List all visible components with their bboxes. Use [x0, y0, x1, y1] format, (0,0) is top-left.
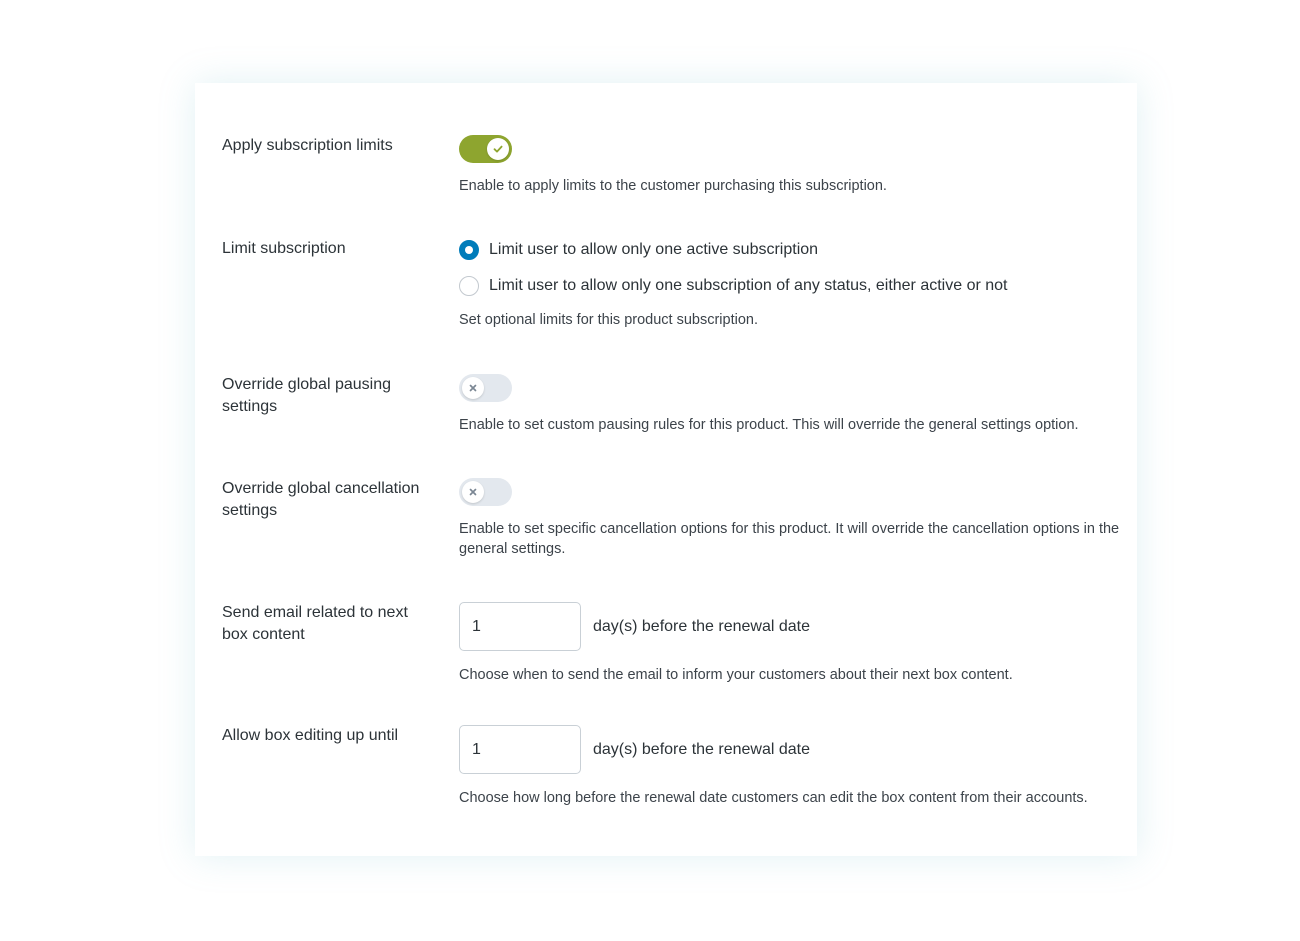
radio-button-unselected[interactable]	[459, 276, 479, 296]
allow-editing-label: Allow box editing up until	[222, 727, 399, 744]
allow-editing-days-input[interactable]	[459, 725, 581, 774]
send-email-suffix: day(s) before the renewal date	[593, 617, 811, 635]
apply-limits-field	[459, 135, 1129, 196]
allow-editing-field	[459, 725, 1129, 808]
settings-card	[195, 83, 1137, 856]
override-cancellation-label: Override global cancellation settings	[222, 480, 420, 519]
override-cancellation-toggle[interactable]	[459, 478, 512, 506]
radio-button-selected[interactable]	[459, 240, 479, 260]
limit-subscription-field	[459, 232, 1129, 330]
override-cancellation-description: Enable to set specific cancellation options for this product. It will override the cancellation options in the general settings.	[459, 521, 1120, 557]
apply-limits-description: Enable to apply limits to the customer purchasing this subscription.	[459, 178, 887, 194]
limit-subscription-label: Limit subscription	[222, 240, 346, 257]
check-icon	[487, 138, 509, 160]
limit-option-any-status[interactable]	[459, 268, 1129, 304]
override-cancellation-field	[459, 478, 1129, 559]
send-email-label: Send email related to next box content	[222, 604, 408, 643]
allow-editing-description: Choose how long before the renewal date customers can edit the box content from their accounts.	[459, 790, 1088, 806]
allow-editing-suffix: day(s) before the renewal date	[593, 740, 811, 758]
override-pausing-label: Override global pausing settings	[222, 376, 391, 415]
x-icon	[462, 377, 484, 399]
send-email-description: Choose when to send the email to inform your customers about their next box content.	[459, 667, 1013, 683]
send-email-input-row	[459, 602, 1129, 651]
limit-option-active[interactable]	[459, 232, 1129, 268]
apply-limits-toggle[interactable]	[459, 135, 512, 163]
limit-option-any-status-label: Limit user to allow only one subscription of any status, either active or not	[489, 277, 1008, 294]
override-pausing-field	[459, 374, 1129, 435]
send-email-field	[459, 602, 1129, 685]
send-email-days-input[interactable]	[459, 602, 581, 651]
override-pausing-toggle[interactable]	[459, 374, 512, 402]
apply-limits-label: Apply subscription limits	[222, 137, 393, 154]
limit-subscription-description: Set optional limits for this product subscription.	[459, 312, 758, 328]
allow-editing-input-row	[459, 725, 1129, 774]
override-pausing-description: Enable to set custom pausing rules for this product. This will override the general settings option.	[459, 417, 1079, 433]
x-icon	[462, 481, 484, 503]
limit-option-active-label: Limit user to allow only one active subscription	[489, 241, 819, 258]
